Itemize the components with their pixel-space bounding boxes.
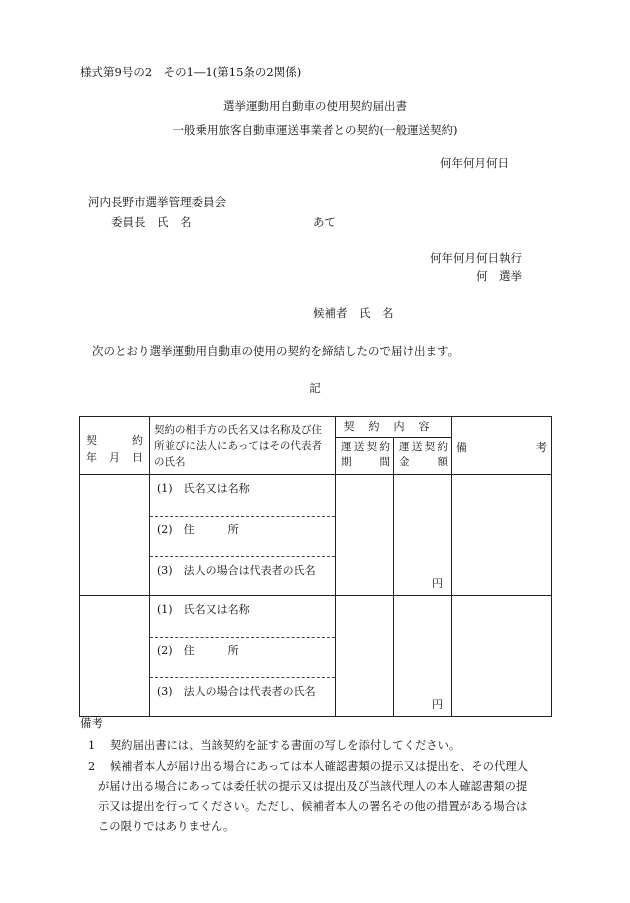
notes-title: 備考 <box>80 716 103 730</box>
header-remarks-a: 備 <box>456 441 467 454</box>
dashed-divider <box>150 516 335 517</box>
statement-text: 次のとおり選挙運動用自動車の使用の契約を締結したので届け出ます。 <box>92 344 460 358</box>
note-2-line-1: 候補者本人が届け出る場合にあっては本人確認書類の提示又は提出を、その代理人 <box>110 760 528 773</box>
note-2 <box>88 757 558 837</box>
table-row <box>80 475 552 596</box>
addressee-honorific: あて <box>313 215 336 229</box>
header-contract-date <box>80 417 150 475</box>
header-contract-content: 契約内容 <box>336 417 452 438</box>
cell-contract-amount[interactable] <box>394 475 452 596</box>
document-date: 何年何月何日 <box>440 156 509 170</box>
party-item-address: (2) 住 所 <box>157 523 239 536</box>
election-name: 何 選挙 <box>476 269 522 283</box>
contract-table <box>79 416 552 717</box>
note-2-line-2: が届け出る場合にあっては委任状の提示又は提出及び当該代理人の本人確認書類の提 <box>98 780 528 793</box>
table-row <box>80 596 552 717</box>
cell-contract-period[interactable] <box>336 596 394 717</box>
party-item-name: (1) 氏名又は名称 <box>157 482 250 495</box>
cell-contract-date[interactable] <box>80 475 150 596</box>
dashed-divider <box>150 556 335 557</box>
header-party: 契約の相手方の氏名又は名称及び住所並びに法人にあってはその代表者の氏名 <box>150 417 336 475</box>
cell-party[interactable] <box>150 596 336 717</box>
dashed-divider <box>150 637 335 638</box>
header-remarks-b: 考 <box>536 441 547 454</box>
header-period-line2: 期 間 <box>341 456 390 468</box>
note-1-text: 契約届出書には、当該契約を証する書面の写しを添付してください。 <box>110 739 461 752</box>
candidate-name: 候補者 氏 名 <box>313 306 394 320</box>
header-contract-amount <box>394 438 452 475</box>
title-line-2: 一般乗用旅客自動車運送事業者との契約(一般運送契約) <box>172 123 458 137</box>
title-line-1: 選挙運動用自動車の使用契約届出書 <box>223 99 407 113</box>
election-date: 何年何月何日執行 <box>430 251 522 265</box>
note-2-number: 2 <box>88 760 96 773</box>
yen-unit: 円 <box>432 698 443 711</box>
header-period-line1: 運送契約 <box>341 441 390 453</box>
header-amount-line1: 運送契約 <box>399 441 448 453</box>
party-item-address: (2) 住 所 <box>157 644 239 657</box>
cell-contract-date[interactable] <box>80 596 150 717</box>
addressee-chairman: 委員長 氏 名 <box>111 215 192 229</box>
ki-mark: 記 <box>309 381 321 395</box>
cell-contract-amount[interactable] <box>394 596 452 717</box>
header-contract-date-line2: 年 月 日 <box>86 451 143 464</box>
header-contract-period <box>336 438 394 475</box>
note-1-number: 1 <box>88 739 96 752</box>
header-amount-line2: 金 額 <box>399 456 448 468</box>
party-item-representative: (3) 法人の場合は代表者の氏名 <box>157 564 316 577</box>
addressee-committee: 河内長野市選挙管理委員会 <box>88 195 226 209</box>
note-2-line-3: 示又は提出を行ってください。ただし、候補者本人の署名その他の措置がある場合は <box>98 800 528 813</box>
cell-party[interactable] <box>150 475 336 596</box>
header-remarks <box>452 417 552 475</box>
form-number: 様式第9号の2 その1―1(第15条の2関係) <box>80 65 302 79</box>
party-item-representative: (3) 法人の場合は代表者の氏名 <box>157 685 316 698</box>
cell-remarks[interactable] <box>452 475 552 596</box>
cell-contract-period[interactable] <box>336 475 394 596</box>
note-2-line-4: この限りではありません。 <box>98 820 235 833</box>
cell-remarks[interactable] <box>452 596 552 717</box>
dashed-divider <box>150 677 335 678</box>
header-contract-date-line1: 契 約 <box>86 434 143 447</box>
party-item-name: (1) 氏名又は名称 <box>157 603 250 616</box>
yen-unit: 円 <box>432 577 443 590</box>
note-1 <box>88 736 558 756</box>
